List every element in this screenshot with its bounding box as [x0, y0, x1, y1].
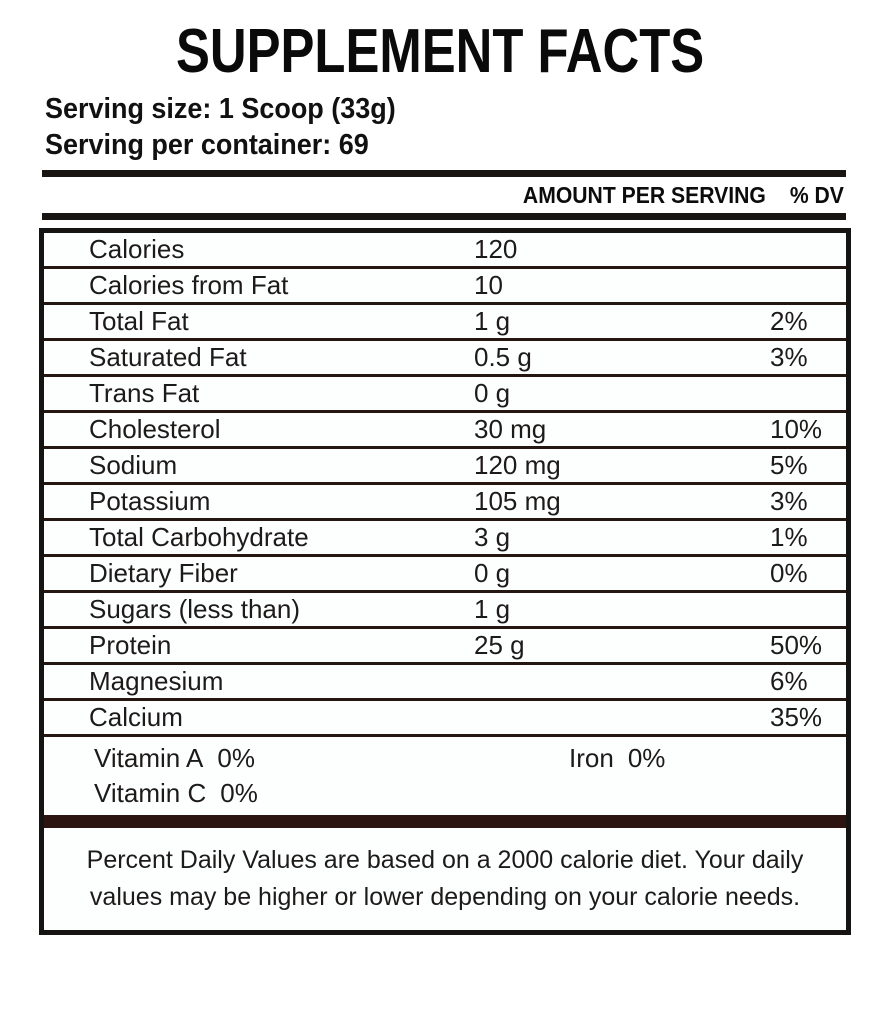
table-row-calcium [44, 701, 846, 737]
nutrient-dv: 3% [770, 342, 808, 372]
nutrient-label: Calcium [89, 702, 183, 732]
page-title-text: SUPPLEMENT FACTS [175, 17, 705, 86]
nutrient-dv: 2% [770, 306, 808, 336]
vitamin-c-value: 0% [220, 778, 258, 808]
vitamin-a-value: 0% [217, 743, 255, 773]
nutrient-label: Trans Fat [89, 378, 200, 408]
vitamin-c [94, 776, 569, 811]
table-row-trans-fat [44, 377, 846, 413]
vitamin-line-1 [94, 741, 801, 776]
daily-values-footnote [44, 828, 846, 930]
nutrient-label: Magnesium [89, 666, 224, 696]
nutrient-dv: 5% [770, 450, 808, 480]
vitamin-a-label: Vitamin A [94, 743, 204, 773]
divider-top [42, 170, 846, 177]
column-header [0, 177, 844, 213]
table-row-total-fat [44, 305, 846, 341]
table-row-sodium [44, 449, 846, 485]
nutrient-dv: 35% [770, 702, 823, 732]
nutrient-label: Sugars (less than) [89, 594, 300, 624]
percent-dv-header: % DV [789, 181, 844, 208]
nutrient-amount: 3 g [474, 522, 511, 552]
iron-label: Iron [569, 743, 614, 773]
nutrient-amount: 120 [474, 234, 518, 264]
nutrient-label: Protein [89, 630, 172, 660]
table-row-total-carbohydrate [44, 521, 846, 557]
table-row-potassium [44, 485, 846, 521]
footnote-line-1: Percent Daily Values are based on a 2000 calorie diet. Your daily [86, 846, 804, 874]
nutrient-amount: 0 g [474, 378, 511, 408]
nutrient-amount: 30 mg [474, 414, 547, 444]
vitamin-a [94, 741, 569, 776]
table-row-dietary-fiber [44, 557, 846, 593]
table-row-calories-from-fat [44, 269, 846, 305]
amount-per-serving-header: AMOUNT PER SERVING [523, 181, 766, 208]
serving-block [0, 91, 880, 163]
footnote-line-2: values may be higher or lower depending on your calorie needs. [89, 883, 801, 911]
nutrient-amount: 0.5 g [474, 342, 532, 372]
table-row-sugars [44, 593, 846, 629]
nutrient-amount: 1 g [474, 306, 511, 336]
nutrient-dv: 1% [770, 522, 808, 552]
nutrient-dv: 10% [770, 414, 823, 444]
nutrient-amount: 0 g [474, 558, 511, 588]
nutrient-label: Calories from Fat [89, 270, 289, 300]
vitamins-section [44, 737, 846, 815]
nutrient-amount: 120 mg [474, 450, 561, 480]
nutrient-amount: 1 g [474, 594, 511, 624]
nutrient-amount: 25 g [474, 630, 525, 660]
table-row-magnesium [44, 665, 846, 701]
vitamin-c-label: Vitamin C [94, 778, 207, 808]
vitamin-line-2 [94, 776, 801, 811]
nutrient-dv: 3% [770, 486, 808, 516]
table-row-calories [44, 233, 846, 269]
nutrient-dv: 50% [770, 630, 823, 660]
table-row-saturated-fat [44, 341, 846, 377]
table-row-protein [44, 629, 846, 665]
serving-size: Serving size: 1 Scoop (33g) [45, 93, 396, 125]
iron [569, 741, 801, 776]
nutrient-dv: 6% [770, 666, 808, 696]
nutrient-label: Total Carbohydrate [89, 522, 309, 552]
table-row-cholesterol [44, 413, 846, 449]
section-divider-bar [44, 815, 846, 828]
nutrient-label: Potassium [89, 486, 211, 516]
nutrient-amount: 105 mg [474, 486, 561, 516]
nutrient-label: Cholesterol [89, 414, 221, 444]
page-title [0, 17, 880, 86]
nutrient-dv: 0% [770, 558, 808, 588]
supplement-facts-table [39, 228, 851, 935]
nutrient-label: Total Fat [89, 306, 189, 336]
nutrient-label: Dietary Fiber [89, 558, 238, 588]
nutrient-amount: 10 [474, 270, 503, 300]
nutrient-label: Calories [89, 234, 185, 264]
nutrient-label: Sodium [89, 450, 178, 480]
servings-per-container: Serving per container: 69 [45, 129, 369, 161]
nutrient-label: Saturated Fat [89, 342, 247, 372]
iron-value: 0% [627, 743, 666, 773]
divider-header [42, 213, 846, 220]
